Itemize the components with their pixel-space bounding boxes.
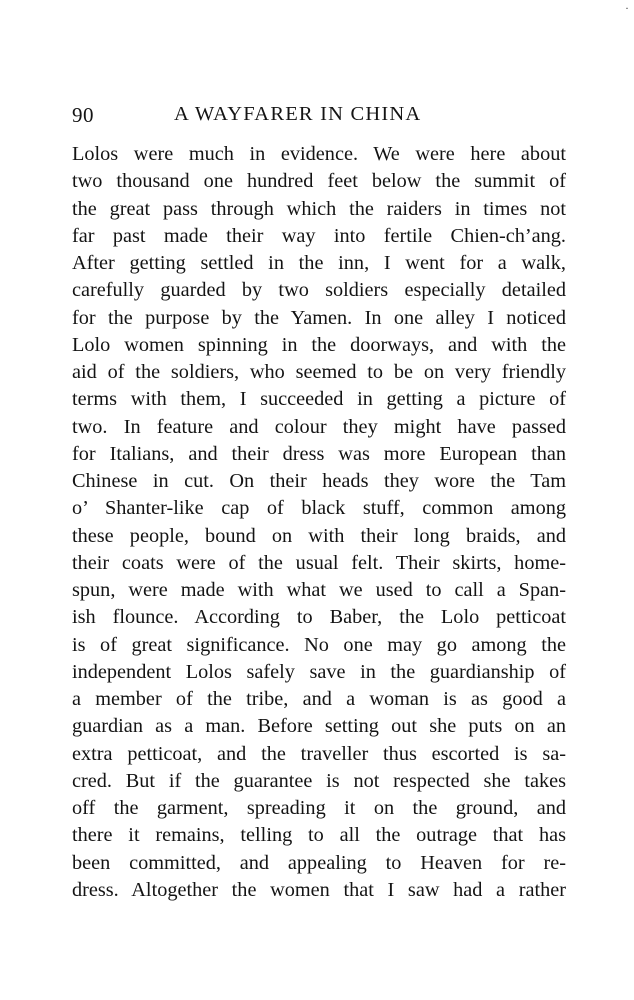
text-line: o’ Shanter-like cap of black stuff, common among xyxy=(72,497,566,520)
text-line: Chinese in cut. On their heads they wore the Tam xyxy=(72,470,566,492)
text-line: these people, bound on with their long braids, and xyxy=(72,524,566,547)
text-line: two. In feature and colour they might have passed xyxy=(72,415,566,438)
page-header xyxy=(72,103,566,133)
running-title: A WAYFARER IN CHINA xyxy=(174,103,422,125)
text-line: been committed, and appealing to Heaven for re- xyxy=(72,851,566,874)
page-number: 90 xyxy=(72,103,94,127)
text-line: independent Lolos safely save in the guardianship of xyxy=(72,660,566,683)
text-line: their coats were of the usual felt. Their skirts, home- xyxy=(72,551,566,574)
text-line: cred. But if the guarantee is not respected she takes xyxy=(72,769,566,792)
text-line: guardian as a man. Before setting out she puts on an xyxy=(72,715,566,738)
text-line: Lolos were much in evidence. We were here about xyxy=(72,143,566,165)
text-line: spun, were made with what we used to call a Span- xyxy=(72,579,566,601)
stray-mark: · xyxy=(625,1,629,15)
text-line: off the garment, spreading it on the ground, and xyxy=(72,797,566,819)
body-text xyxy=(72,141,566,904)
text-line: Lolo women spinning in the doorways, and with the xyxy=(72,333,566,356)
text-line: carefully guarded by two soldiers especially detailed xyxy=(72,279,566,302)
text-line: there it remains, telling to all the outrage that has xyxy=(72,824,566,847)
text-line: for Italians, and their dress was more European than xyxy=(72,442,566,465)
text-line: After getting settled in the inn, I went for a walk, xyxy=(72,252,566,274)
text-line: the great pass through which the raiders in times not xyxy=(72,197,566,220)
text-line: terms with them, I succeeded in getting a picture of xyxy=(72,388,566,411)
text-line: is of great significance. No one may go among the xyxy=(72,633,566,656)
text-line: dress. Altogether the women that I saw had a rather xyxy=(72,878,566,901)
text-line: far past made their way into fertile Chien-ch’ang. xyxy=(72,224,566,247)
text-line: for the purpose by the Yamen. In one alley I noticed xyxy=(72,306,566,329)
text-line: a member of the tribe, and a woman is as good a xyxy=(72,688,566,710)
text-line: two thousand one hundred feet below the summit of xyxy=(72,170,566,193)
text-line: extra petticoat, and the traveller thus escorted is sa- xyxy=(72,742,566,765)
text-line: aid of the soldiers, who seemed to be on very friendly xyxy=(72,361,566,383)
text-line: ish flounce. According to Baber, the Lolo petticoat xyxy=(72,606,566,629)
